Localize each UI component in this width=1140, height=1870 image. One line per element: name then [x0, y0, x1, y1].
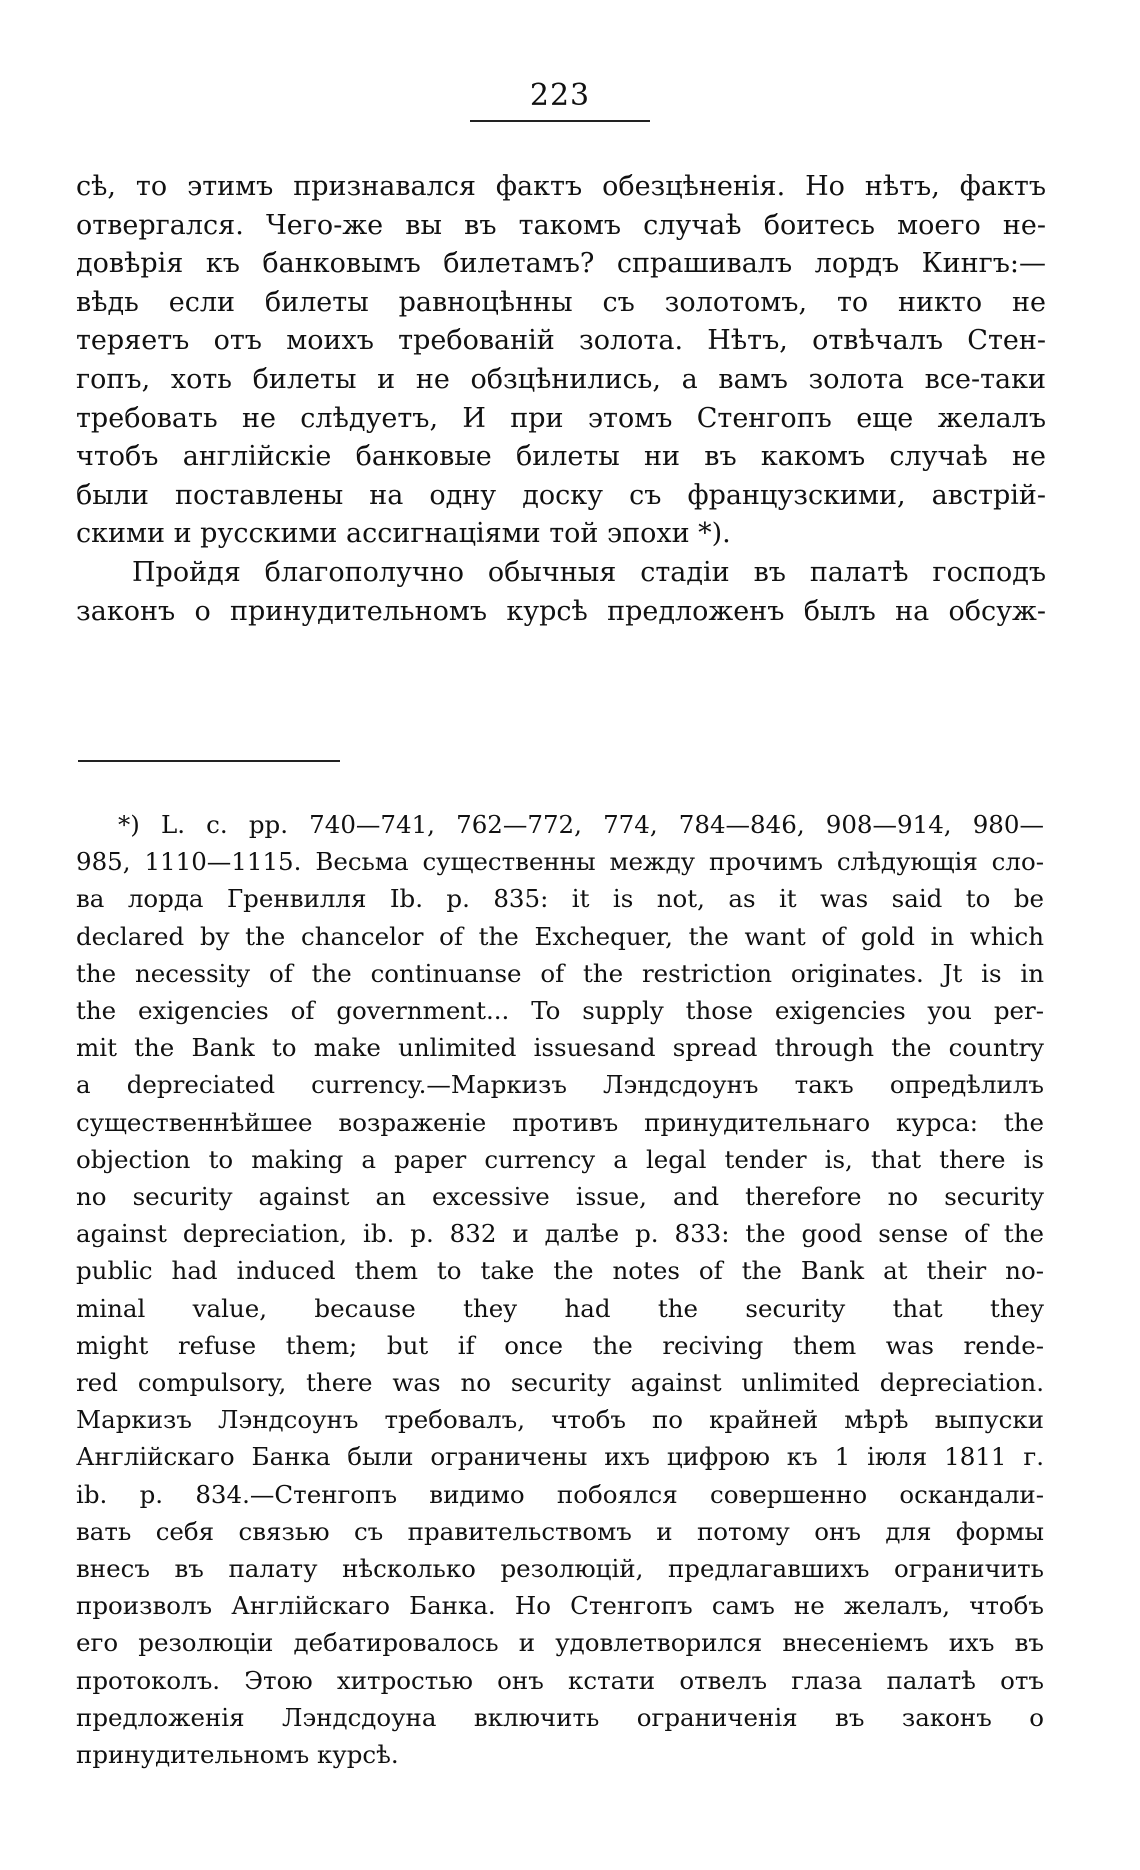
footnote-line: a depreciated currency.—Маркизъ Лэндсдоунъ такъ опредѣлилъ — [76, 1070, 1044, 1100]
footnote-line: протоколъ. Этою хитростью онъ кстати отвелъ глаза палатѣ отъ — [76, 1665, 1044, 1695]
footnote — [76, 806, 1044, 1773]
footnote-line: mit the Bank to make unlimited issuesand spread through the country — [76, 1033, 1044, 1063]
footnote-line: no security against an excessive issue, and therefore no security — [76, 1182, 1044, 1212]
footnote-line: Маркизъ Лэндсоунъ требовалъ, чтобъ по крайней мѣрѣ выпуски — [76, 1405, 1044, 1435]
text-line: были поставлены на одну доску съ французскими, австрій- — [76, 479, 1046, 511]
footnote-line: 985, 1110—1115. Весьма существенны между прочимъ слѣдующія сло- — [76, 847, 1044, 877]
footnote-line: ib. p. 834.—Стенгопъ видимо побоялся совершенно оскандали- — [76, 1479, 1044, 1509]
footnote-line: его резолюціи дебатировалось и удовлетворился внесеніемъ ихъ въ — [76, 1628, 1044, 1658]
footnote-line: public had induced them to take the notes of the Bank at their no- — [76, 1256, 1044, 1286]
footnote-line: принудительномъ курсѣ. — [76, 1740, 399, 1770]
footnote-line: objection to making a paper currency a legal tender is, that there is — [76, 1144, 1044, 1174]
footnote-line: Англійскаго Банка были ограничены ихъ цифрою къ 1 іюля 1811 г. — [76, 1442, 1044, 1472]
footnote-line: minal value, because they had the security that they — [76, 1293, 1044, 1323]
text-line: Пройдя благополучно обычныя стадіи въ палатѣ господъ — [132, 556, 1046, 588]
text-line: теряетъ отъ моихъ требованій золота. Нѣтъ, отвѣчалъ Стен- — [76, 325, 1046, 357]
main-text — [76, 168, 1046, 631]
text-line: требовать не слѣдуетъ, И при этомъ Стенгопъ еще желалъ — [76, 402, 1046, 434]
page-number-rule — [470, 120, 650, 122]
text-line: гопъ, хоть билеты и не обзцѣнились, а вамъ золота все-таки — [76, 363, 1046, 395]
text-line: чтобъ англійскіе банковые билеты ни въ какомъ случаѣ не — [76, 441, 1046, 473]
footnote-line: произволъ Англійскаго Банка. Но Стенгопъ самъ не желалъ, чтобъ — [76, 1591, 1044, 1621]
footnote-line: внесъ въ палату нѣсколько резолюцій, предлагавшихъ ограничить — [76, 1554, 1044, 1584]
footnote-line: ва лорда Гренвилля Ib. p. 835: it is not, as it was said to be — [76, 884, 1044, 914]
footnote-line: вать себя связью съ правительствомъ и потому онъ для формы — [76, 1516, 1044, 1546]
text-line: скими и русскими ассигнаціями той эпохи *). — [76, 518, 731, 550]
footnote-separator — [78, 760, 340, 762]
footnote-line: *) L. c. pp. 740—741, 762—772, 774, 784—846, 908—914, 980— — [118, 810, 1044, 839]
text-line: законъ о принудительномъ курсѣ предложенъ былъ на обсуж- — [76, 595, 1046, 627]
footnote-line: предложенія Лэндсдоуна включить ограниченія въ законъ о — [76, 1702, 1044, 1732]
text-line: довѣрія къ банковымъ билетамъ? спрашивалъ лордъ Кингъ:— — [76, 248, 1046, 280]
footnote-line: the necessity of the continuanse of the restriction originates. Jt is in — [76, 958, 1044, 988]
footnote-line: declared by the chancelor of the Exchequer, the want of gold in which — [76, 921, 1044, 951]
footnote-line: might refuse them; but if once the reciving them was rende- — [76, 1330, 1044, 1360]
footnote-line: red compulsory, there was no security against unlimited depreciation. — [76, 1368, 1044, 1398]
page-number: 223 — [529, 78, 591, 113]
text-line: отвергался. Чего-же вы въ такомъ случаѣ боитесь моего не- — [76, 209, 1046, 241]
footnote-line: the exigencies of government... To supply those exigencies you per- — [76, 996, 1044, 1026]
footnote-line: существеннѣйшее возраженіе противъ принудительнаго курса: the — [76, 1107, 1044, 1137]
footnote-line: against depreciation, ib. p. 832 и далѣе p. 833: the good sense of the — [76, 1219, 1044, 1249]
text-line: сѣ, то этимъ признавался фактъ обезцѣненія. Но нѣтъ, фактъ — [76, 171, 1046, 202]
text-line: вѣдь если билеты равноцѣнны съ золотомъ, то никто не — [76, 286, 1046, 318]
